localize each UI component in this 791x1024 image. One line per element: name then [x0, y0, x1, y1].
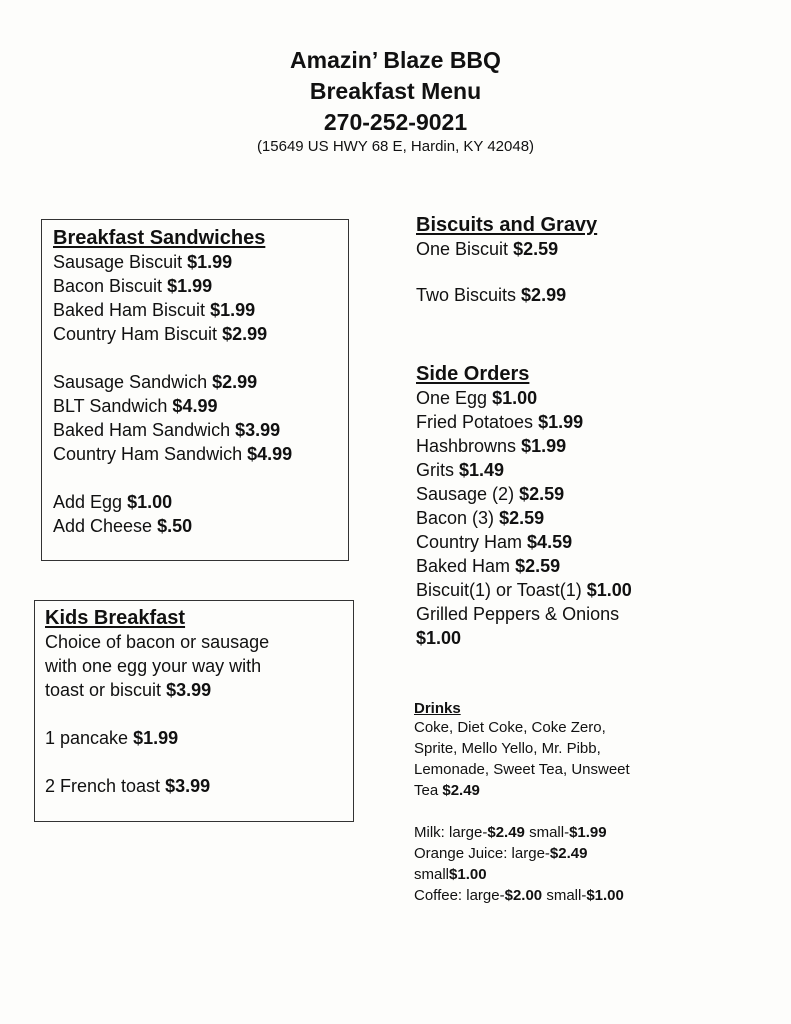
menu-item: Add Egg $1.00 — [53, 492, 173, 512]
menu-item: Country Ham Biscuit $2.99 — [53, 324, 268, 344]
biscuits-gravy-title: Biscuits and Gravy — [416, 214, 598, 236]
menu-item: One Biscuit $2.59 — [416, 239, 559, 259]
menu-item: Hashbrowns $1.99 — [416, 436, 567, 456]
kids-description: toast or biscuit $3.99 — [45, 680, 212, 700]
menu-item: Country Ham $4.59 — [416, 532, 573, 552]
drinks-list: Tea $2.49 — [414, 782, 480, 799]
menu-item: Country Ham Sandwich $4.99 — [53, 444, 293, 464]
kids-breakfast-box — [34, 600, 354, 822]
menu-item: Grilled Peppers & Onions — [416, 604, 620, 624]
orange-juice-price: Orange Juice: large-$2.49 — [414, 845, 588, 862]
breakfast-sandwiches-title: Breakfast Sandwiches — [53, 227, 266, 249]
menu-item: Two Biscuits $2.99 — [416, 285, 567, 305]
menu-item: Baked Ham Sandwich $3.99 — [53, 420, 281, 440]
coffee-price: Coffee: large-$2.00 small-$1.00 — [414, 887, 624, 904]
drinks-list: Sprite, Mello Yello, Mr. Pibb, — [414, 740, 601, 757]
side-orders-title: Side Orders — [416, 363, 530, 385]
drinks-list: Lemonade, Sweet Tea, Unsweet — [414, 761, 630, 778]
drinks-title: Drinks — [414, 700, 461, 717]
breakfast-sandwiches-box — [41, 219, 349, 561]
menu-item: Bacon Biscuit $1.99 — [53, 276, 213, 296]
menu-item: Biscuit(1) or Toast(1) $1.00 — [416, 580, 632, 600]
kids-breakfast-title: Kids Breakfast — [45, 607, 186, 629]
menu-item: Bacon (3) $2.59 — [416, 508, 545, 528]
menu-item: Fried Potatoes $1.99 — [416, 412, 584, 432]
kids-description: Choice of bacon or sausage — [45, 632, 270, 652]
menu-item: Grits $1.49 — [416, 460, 505, 480]
menu-item: 1 pancake $1.99 — [45, 728, 179, 748]
menu-item: Add Cheese $.50 — [53, 516, 193, 536]
address: (15649 US HWY 68 E, Hardin, KY 42048) — [256, 138, 535, 155]
menu-item: One Egg $1.00 — [416, 388, 538, 408]
drinks-section — [414, 700, 630, 906]
phone-number: 270-252-9021 — [323, 109, 468, 135]
restaurant-name: Amazin’ Blaze BBQ — [290, 47, 501, 73]
menu-item: Baked Ham $2.59 — [416, 556, 561, 576]
kids-description: with one egg your way with — [45, 656, 262, 676]
drinks-list: Coke, Diet Coke, Coke Zero, — [414, 719, 606, 736]
menu-item-price: $1.00 — [416, 628, 462, 648]
side-orders-section — [416, 363, 632, 650]
menu-item: Sausage Biscuit $1.99 — [53, 252, 233, 272]
menu-item: BLT Sandwich $4.99 — [53, 396, 218, 416]
menu-item: Sausage Sandwich $2.99 — [53, 372, 258, 392]
menu-title: Breakfast Menu — [309, 78, 482, 104]
menu-item: Baked Ham Biscuit $1.99 — [53, 300, 256, 320]
biscuits-gravy-section — [416, 214, 597, 307]
menu-item: 2 French toast $3.99 — [45, 776, 211, 796]
orange-juice-small-price: small$1.00 — [414, 866, 487, 883]
milk-price: Milk: large-$2.49 small-$1.99 — [414, 824, 607, 841]
menu-item: Sausage (2) $2.59 — [416, 484, 565, 504]
